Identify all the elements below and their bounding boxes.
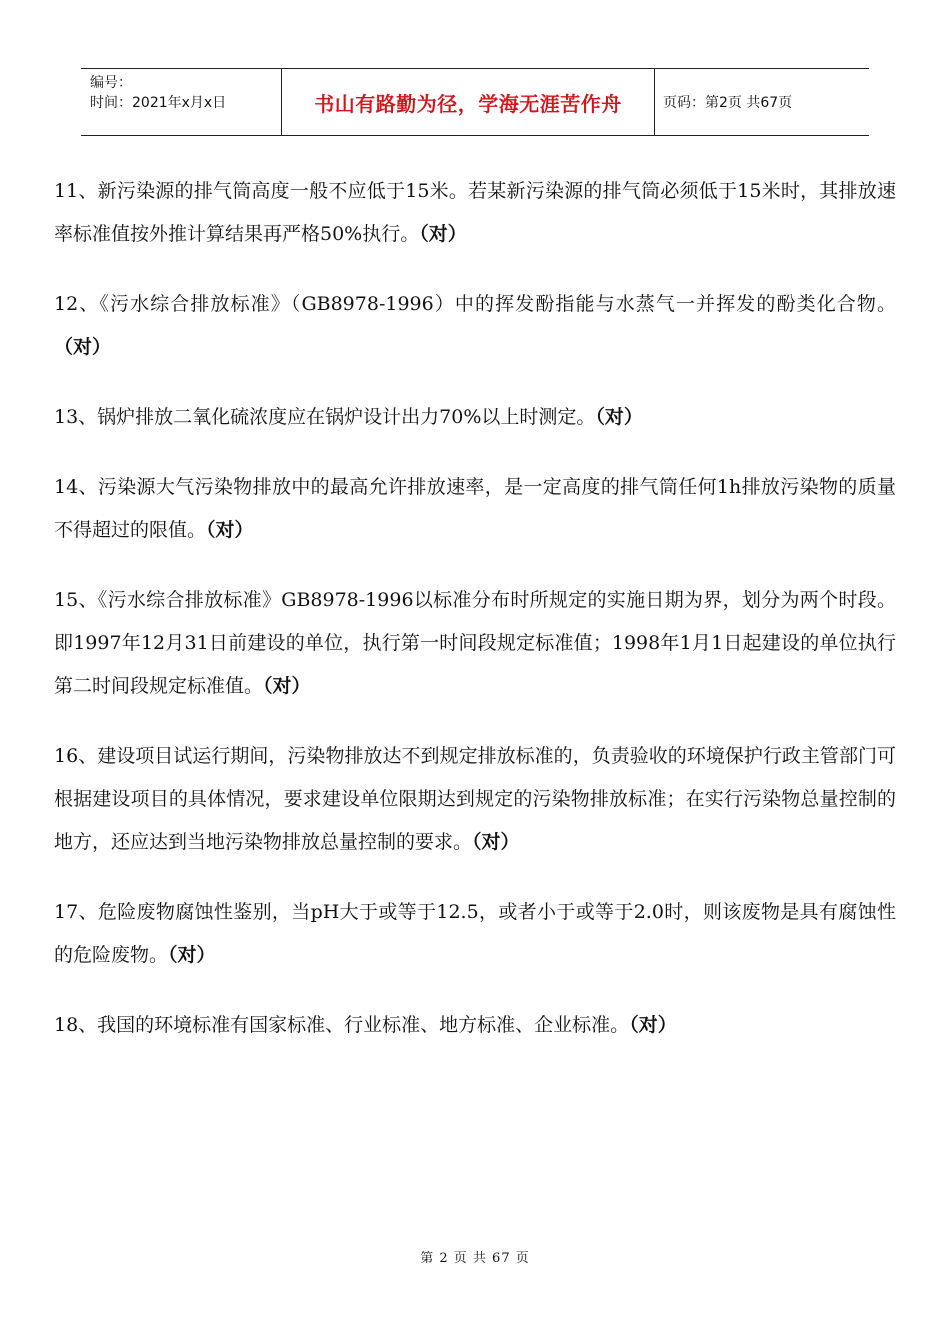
- question-item: 15、《污水综合排放标准》GB8978-1996以标准分布时所规定的实施日期为界，划分为两个时段。即1997年12月31日前建设的单位，执行第一时间段规定标准值；1998年1月1日起建设的单位执行第二时间段规定标准值。（对）: [54, 589, 896, 697]
- page-header: [81, 68, 869, 136]
- question-item: 11、新污染源的排气筒高度一般不应低于15米。若某新污染源的排气筒必须低于15米时，其排放速率标准值按外推计算结果再严格50%执行。（对）: [54, 180, 896, 245]
- answer-mark: （对）: [168, 944, 216, 966]
- question-item: 14、污染源大气污染物排放中的最高允许排放速率，是一定高度的排气筒任何1h排放污染物的质量不得超过的限值。（对）: [54, 476, 896, 541]
- document-body: [54, 170, 896, 1074]
- header-meta: [81, 69, 282, 135]
- question-item: 12、《污水综合排放标准》（GB8978-1996）中的挥发酚指能与水蒸气一并挥发的酚类化合物。（对）: [54, 293, 896, 358]
- header-page-info: 页码：第2页 共67页: [663, 95, 793, 111]
- question-item: 16、建设项目试运行期间，污染物排放达不到规定排放标准的，负责验收的环境保护行政主管部门可根据建设项目的具体情况，要求建设单位限期达到规定的污染物排放标准；在实行污染物总量控制的地方，还应达到当地污染物排放总量控制的要求。（对）: [54, 745, 896, 853]
- answer-mark: （对）: [595, 406, 643, 428]
- number-label: 编号：: [90, 75, 132, 91]
- page-footer: 第 2 页 共 67 页: [420, 1251, 530, 1266]
- answer-mark: （对）: [629, 1014, 677, 1036]
- time-label: 时间：2021年x月x日: [90, 95, 227, 111]
- answer-mark: （对）: [54, 336, 112, 358]
- question-item: 17、危险废物腐蚀性鉴别，当pH大于或等于12.5，或者小于或等于2.0时，则该废物是具有腐蚀性的危险废物。（对）: [54, 901, 896, 966]
- answer-mark: （对）: [206, 519, 254, 541]
- answer-mark: （对）: [472, 831, 520, 853]
- question-item: 18、我国的环境标准有国家标准、行业标准、地方标准、企业标准。（对）: [54, 1014, 677, 1036]
- question-item: 13、锅炉排放二氧化硫浓度应在锅炉设计出力70%以上时测定。（对）: [54, 406, 643, 428]
- answer-mark: （对）: [263, 675, 311, 697]
- header-motto: 书山有路勤为径，学海无涯苦作舟: [282, 69, 655, 135]
- answer-mark: （对）: [419, 223, 467, 245]
